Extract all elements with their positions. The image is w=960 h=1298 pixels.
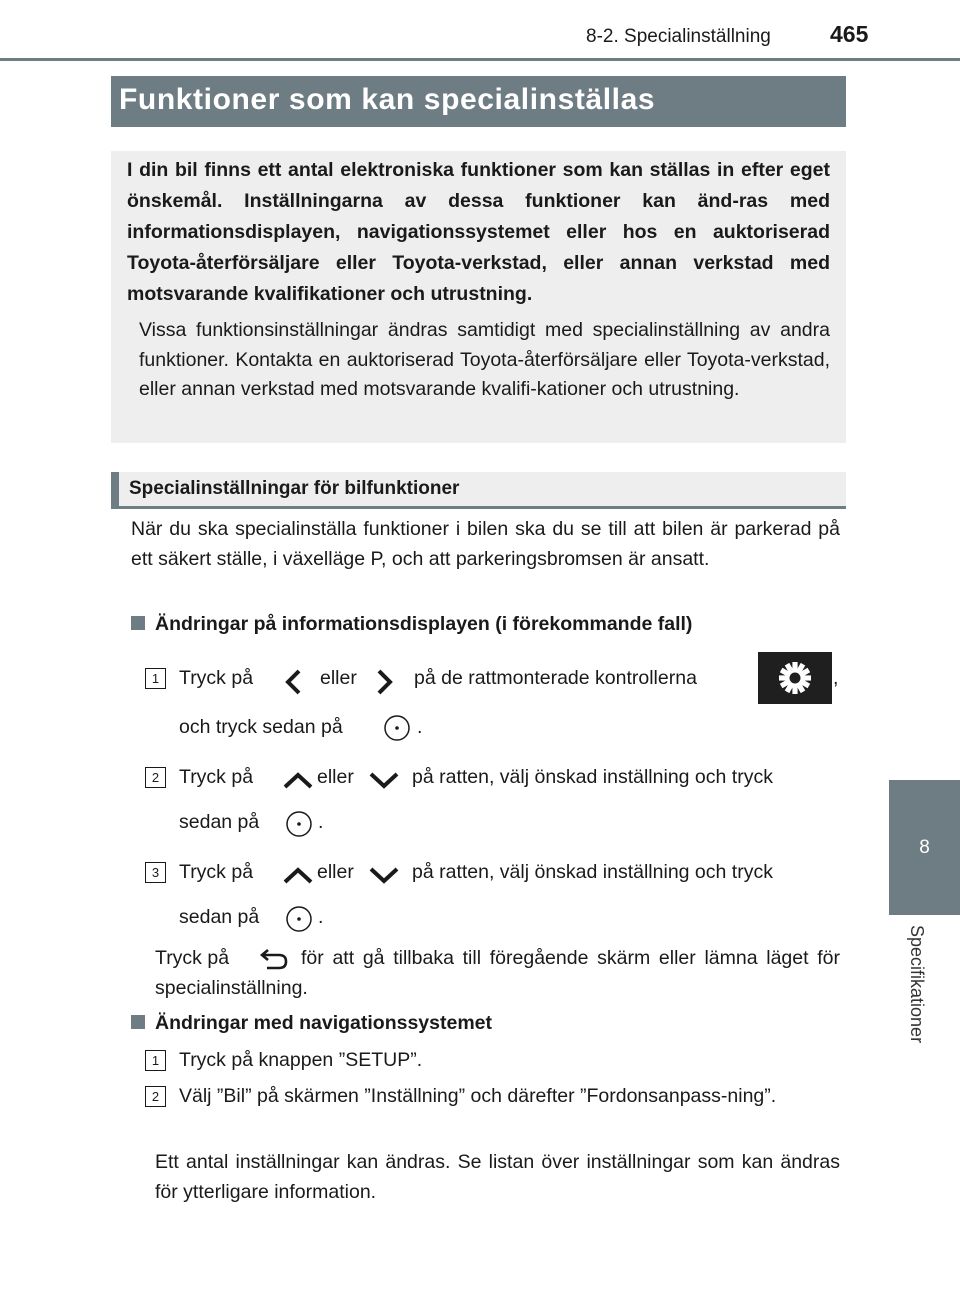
gear-icon — [758, 652, 832, 704]
step-number-box: 1 — [145, 668, 166, 689]
intro-box — [111, 151, 846, 443]
step-text: . — [318, 906, 324, 928]
header-rule — [0, 58, 960, 61]
safety-paragraph: När du ska specialinställa funktioner i bilen ska du se till att bilen är parkerad på ett säkert ställe, i växelläge P, och att parkeringsbromsen är ansatt. — [131, 518, 840, 570]
chevron-down-icon — [369, 865, 399, 885]
enter-button-icon — [285, 905, 313, 933]
step-text: och tryck sedan på — [179, 716, 343, 738]
nav-note: Ett antal inställningar kan ändras. Se listan över inställningar som kan ändras för ytterligare information. — [155, 1151, 840, 1203]
step-number-box: 1 — [145, 1050, 166, 1071]
step-text: Tryck på — [179, 861, 254, 883]
subheading: Specialinställningar för bilfunktioner — [129, 478, 460, 499]
step-text: Tryck på — [179, 766, 254, 788]
back-instruction-start: Tryck på — [155, 947, 230, 969]
step-text: . — [417, 716, 423, 738]
step-number-box: 2 — [145, 1086, 166, 1107]
step-text: Välj ”Bil” på skärmen ”Inställning” och därefter ”Fordonsanpass-ning”. — [179, 1085, 777, 1107]
chapter-number: 8 — [919, 837, 930, 858]
step-text: sedan på — [179, 906, 260, 928]
chevron-up-icon — [283, 865, 313, 885]
step-text: . — [318, 811, 324, 833]
chapter-tab — [889, 780, 960, 915]
intro-bold-text: I din bil finns ett antal elektroniska funktioner som kan ställas in efter eget önskemål. Inställningarna av dessa funktioner kan änd-ras med informationsdisplayen, navigationssystemet eller hos en auktoriserad Toyota-återförsäljare eller Toyota-verkstad, eller annan verkstad med motsvarande kvalifikationer och utrustning. — [127, 159, 830, 305]
settings-button-image — [758, 652, 832, 704]
display-section-heading: Ändringar på informationsdisplayen (i förekommande fall) — [131, 613, 692, 636]
step-text: på ratten, välj önskad inställning och tryck — [412, 766, 773, 788]
subheading-bar — [111, 472, 846, 509]
square-bullet-icon — [131, 1015, 145, 1029]
step-text: Tryck på — [179, 667, 254, 689]
chapter-label: Specifikationer — [907, 925, 927, 1044]
intro-note-text: Vissa funktionsinställningar ändras samtidigt med specialinställning av andra funktioner. Kontakta en auktoriserad Toyota-återförsäljare eller Toyota-verkstad, eller annan verkstad med motsvarande kvalifi-kationer och utrustning. — [139, 319, 830, 400]
step-text: eller — [317, 861, 354, 883]
step-text: eller — [320, 667, 357, 689]
step-text: på ratten, välj önskad inställning och tryck — [412, 861, 773, 883]
chevron-left-icon — [284, 669, 302, 695]
enter-button-icon — [383, 714, 411, 742]
subheading-accent — [111, 472, 119, 509]
chevron-down-icon — [369, 770, 399, 790]
step-text: Tryck på knappen ”SETUP”. — [179, 1049, 423, 1071]
section-title: 8-2. Specialinställning — [586, 26, 771, 47]
step-number-box: 2 — [145, 767, 166, 788]
nav-section-heading: Ändringar med navigationssystemet — [131, 1012, 492, 1035]
step-number-box: 3 — [145, 862, 166, 883]
page-title: Funktioner som kan specialinställas — [119, 83, 656, 116]
enter-button-icon — [285, 810, 313, 838]
page-title-bar — [111, 76, 846, 127]
step-text: på de rattmonterade kontrollerna — [414, 667, 697, 689]
step-text: , — [833, 667, 839, 689]
chevron-up-icon — [283, 770, 313, 790]
square-bullet-icon — [131, 616, 145, 630]
page-number: 465 — [830, 21, 869, 47]
chevron-right-icon — [376, 669, 394, 695]
step-text: sedan på — [179, 811, 260, 833]
back-instruction: för att gå tillbaka till föregående skärm eller lämna läget för specialinställning. — [155, 947, 840, 999]
step-text: eller — [317, 766, 354, 788]
